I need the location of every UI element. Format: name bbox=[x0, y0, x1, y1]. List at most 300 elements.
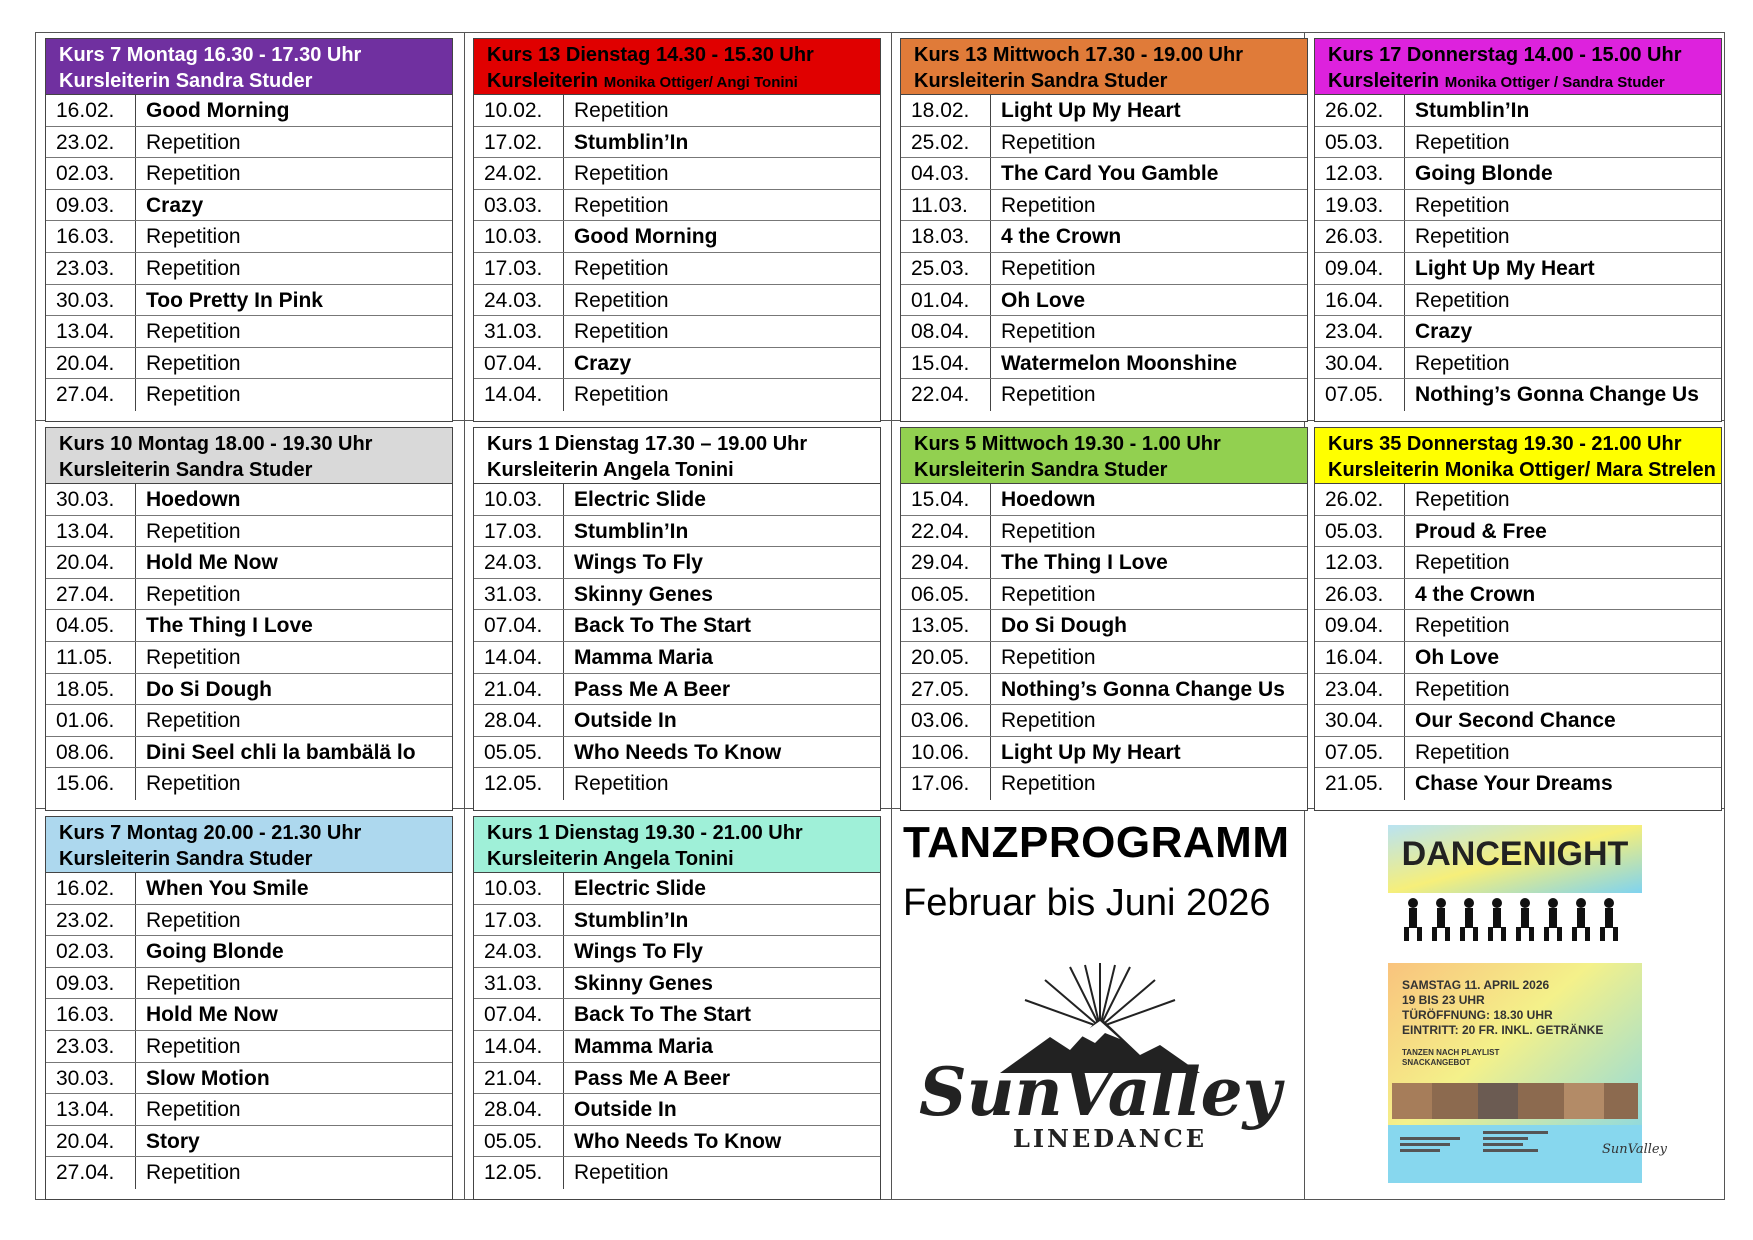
lesson-song: Good Morning bbox=[574, 225, 718, 249]
lesson-date: 15.06. bbox=[46, 768, 136, 800]
lesson-song: Slow Motion bbox=[146, 1066, 270, 1090]
table-row bbox=[901, 190, 1307, 222]
table-row bbox=[46, 705, 452, 737]
lesson-song: Story bbox=[146, 1129, 200, 1153]
lesson-date: 21.05. bbox=[1315, 768, 1405, 800]
table-row bbox=[46, 1031, 452, 1063]
course-leader-names: Monika Ottiger/ Angi Tonini bbox=[603, 74, 798, 91]
lesson-song: Repetition bbox=[1001, 320, 1096, 344]
table-row bbox=[46, 610, 452, 642]
table-row bbox=[901, 484, 1307, 516]
table-row bbox=[474, 1031, 880, 1063]
table-row bbox=[901, 253, 1307, 285]
lesson-date: 24.03. bbox=[474, 547, 564, 578]
poster-entry: EINTRITT: 20 FR. INKL. GETRÄNKE bbox=[1402, 1023, 1604, 1037]
table-row bbox=[901, 285, 1307, 317]
lesson-song: Repetition bbox=[146, 351, 241, 375]
table-row bbox=[1315, 190, 1721, 222]
lesson-song: Repetition bbox=[1415, 677, 1510, 701]
lesson-song: Repetition bbox=[1415, 225, 1510, 249]
table-row bbox=[1315, 579, 1721, 611]
course-leader-label: Kursleiterin Monika Ottiger/ Mara Strelen bbox=[1328, 459, 1716, 481]
lesson-song: When You Smile bbox=[146, 877, 309, 900]
lesson-date: 07.05. bbox=[1315, 379, 1405, 411]
lesson-song: Repetition bbox=[146, 1098, 241, 1122]
course-leader bbox=[59, 846, 452, 874]
course-title: Kurs 1 Dienstag 19.30 - 21.00 Uhr bbox=[487, 822, 803, 844]
lesson-song: Repetition bbox=[1001, 519, 1096, 543]
table-row bbox=[474, 768, 880, 800]
lesson-date: 11.03. bbox=[901, 190, 991, 221]
table-row bbox=[474, 737, 880, 769]
lesson-date: 11.05. bbox=[46, 642, 136, 673]
course-header bbox=[46, 428, 452, 484]
table-row bbox=[1315, 516, 1721, 548]
table-row bbox=[1315, 95, 1721, 127]
lesson-date: 24.03. bbox=[474, 285, 564, 316]
table-row bbox=[1315, 674, 1721, 706]
course-leader bbox=[1328, 457, 1721, 485]
lesson-song: Repetition bbox=[146, 519, 241, 543]
course-leader bbox=[487, 846, 880, 874]
course-header bbox=[901, 39, 1307, 95]
lesson-date: 28.04. bbox=[474, 1094, 564, 1125]
table-row bbox=[474, 285, 880, 317]
lesson-song: Repetition bbox=[1001, 645, 1096, 669]
table-row bbox=[474, 379, 880, 411]
table-row bbox=[901, 737, 1307, 769]
lesson-date: 16.04. bbox=[1315, 642, 1405, 673]
course-leader bbox=[914, 68, 1307, 96]
table-row bbox=[46, 999, 452, 1031]
lesson-song: Proud & Free bbox=[1415, 519, 1547, 543]
lesson-song: Good Morning bbox=[146, 99, 290, 122]
poster-doors: TÜRÖFFNUNG: 18.30 UHR bbox=[1402, 1008, 1553, 1022]
table-row bbox=[46, 348, 452, 380]
lesson-date: 12.05. bbox=[474, 768, 564, 800]
lesson-date: 04.05. bbox=[46, 610, 136, 641]
lesson-date: 06.05. bbox=[901, 579, 991, 610]
course-title: Kurs 17 Donnerstag 14.00 - 15.00 Uhr bbox=[1328, 44, 1682, 66]
lesson-song: Repetition bbox=[574, 320, 669, 344]
lesson-song: Wings To Fly bbox=[574, 940, 703, 964]
table-row bbox=[46, 737, 452, 769]
lesson-date: 21.04. bbox=[474, 674, 564, 705]
course-title: Kurs 7 Montag 16.30 - 17.30 Uhr bbox=[59, 44, 362, 66]
lesson-date: 16.02. bbox=[46, 873, 136, 904]
table-row bbox=[46, 484, 452, 516]
table-row bbox=[1315, 737, 1721, 769]
lesson-date: 12.05. bbox=[474, 1157, 564, 1189]
lesson-date: 18.05. bbox=[46, 674, 136, 705]
lesson-date: 16.03. bbox=[46, 999, 136, 1030]
lesson-song: Repetition bbox=[146, 709, 241, 733]
sunvalley-logo bbox=[918, 955, 1282, 1155]
lesson-date: 13.04. bbox=[46, 516, 136, 547]
lesson-date: 23.02. bbox=[46, 127, 136, 158]
table-row bbox=[901, 379, 1307, 411]
course-leader bbox=[487, 457, 880, 485]
lesson-date: 26.02. bbox=[1315, 95, 1405, 126]
lesson-date: 30.03. bbox=[46, 1063, 136, 1094]
lesson-date: 27.04. bbox=[46, 579, 136, 610]
lesson-date: 14.04. bbox=[474, 379, 564, 411]
table-row bbox=[901, 348, 1307, 380]
table-row bbox=[474, 316, 880, 348]
lesson-date: 05.03. bbox=[1315, 127, 1405, 158]
lesson-date: 05.03. bbox=[1315, 516, 1405, 547]
lesson-song: Back To The Start bbox=[574, 614, 751, 638]
lesson-date: 27.04. bbox=[46, 1157, 136, 1189]
lesson-song: Oh Love bbox=[1415, 645, 1500, 669]
course-title: Kurs 10 Montag 18.00 - 19.30 Uhr bbox=[59, 433, 373, 455]
course-header bbox=[46, 39, 452, 95]
table-row bbox=[46, 1157, 452, 1189]
lesson-date: 10.02. bbox=[474, 95, 564, 126]
lesson-date: 07.05. bbox=[1315, 737, 1405, 768]
lesson-date: 17.02. bbox=[474, 127, 564, 158]
lesson-song: Skinny Genes bbox=[574, 582, 713, 606]
lesson-song: Crazy bbox=[574, 351, 632, 375]
table-row bbox=[46, 516, 452, 548]
table-row bbox=[1315, 285, 1721, 317]
course-table bbox=[1314, 38, 1722, 422]
lesson-song: Repetition bbox=[574, 193, 669, 217]
lesson-date: 09.03. bbox=[46, 968, 136, 999]
table-row bbox=[474, 936, 880, 968]
lesson-song: Repetition bbox=[1001, 772, 1096, 796]
lesson-song: Dini Seel chli la bambälä lo bbox=[146, 740, 416, 764]
course-title: Kurs 1 Dienstag 17.30 – 19.00 Uhr bbox=[487, 433, 808, 455]
lesson-song: Wings To Fly bbox=[574, 551, 703, 575]
table-row bbox=[474, 610, 880, 642]
table-row bbox=[901, 705, 1307, 737]
lesson-date: 23.03. bbox=[46, 1031, 136, 1062]
lesson-date: 20.05. bbox=[901, 642, 991, 673]
lesson-date: 30.04. bbox=[1315, 705, 1405, 736]
dancenight-poster bbox=[1388, 825, 1667, 1183]
table-row bbox=[46, 127, 452, 159]
lesson-song: Stumblin’In bbox=[574, 908, 689, 932]
lesson-song: Repetition bbox=[574, 772, 669, 796]
lesson-date: 02.03. bbox=[46, 158, 136, 189]
course-leader-label: Kursleiterin Sandra Studer bbox=[914, 459, 1168, 481]
lesson-song: Do Si Dough bbox=[1001, 614, 1127, 638]
poster-note: SNACKANGEBOT bbox=[1402, 1058, 1471, 1067]
lesson-date: 22.04. bbox=[901, 516, 991, 547]
lesson-date: 08.04. bbox=[901, 316, 991, 347]
course-leader-label: Kursleiterin Sandra Studer bbox=[914, 70, 1168, 92]
table-row bbox=[1315, 253, 1721, 285]
table-row bbox=[46, 285, 452, 317]
lesson-date: 02.03. bbox=[46, 936, 136, 967]
course-title: Kurs 13 Mittwoch 17.30 - 19.00 Uhr bbox=[914, 44, 1244, 66]
table-row bbox=[901, 768, 1307, 800]
table-row bbox=[46, 768, 452, 800]
lesson-song: Repetition bbox=[146, 383, 241, 407]
lesson-song: Our Second Chance bbox=[1415, 709, 1616, 733]
lesson-song: Hoedown bbox=[146, 488, 241, 511]
lesson-song: Going Blonde bbox=[1415, 162, 1553, 186]
poster-date: SAMSTAG 11. APRIL 2026 bbox=[1402, 978, 1550, 992]
lesson-date: 28.04. bbox=[474, 705, 564, 736]
lesson-date: 25.03. bbox=[901, 253, 991, 284]
lesson-song: Hold Me Now bbox=[146, 1003, 278, 1027]
table-row bbox=[46, 968, 452, 1000]
course-table bbox=[473, 427, 881, 811]
lesson-song: Watermelon Moonshine bbox=[1001, 351, 1238, 375]
course-leader bbox=[914, 457, 1307, 485]
table-row bbox=[474, 158, 880, 190]
table-row bbox=[474, 674, 880, 706]
lesson-song: Nothing’s Gonna Change Us bbox=[1415, 383, 1699, 407]
lesson-date: 25.02. bbox=[901, 127, 991, 158]
lesson-date: 27.05. bbox=[901, 674, 991, 705]
table-row bbox=[1315, 484, 1721, 516]
table-row bbox=[474, 190, 880, 222]
table-row bbox=[474, 127, 880, 159]
table-row bbox=[474, 579, 880, 611]
course-table bbox=[45, 816, 453, 1200]
logo-wordmark: SunValley bbox=[918, 1053, 1282, 1131]
lesson-song: Repetition bbox=[146, 320, 241, 344]
table-row bbox=[46, 674, 452, 706]
page-subtitle: Februar bis Juni 2026 bbox=[903, 882, 1271, 924]
lesson-date: 16.03. bbox=[46, 221, 136, 252]
lesson-song: Repetition bbox=[1415, 193, 1510, 217]
table-row bbox=[1315, 379, 1721, 411]
lesson-date: 19.03. bbox=[1315, 190, 1405, 221]
course-leader-label: Kursleiterin bbox=[1328, 70, 1445, 92]
page-title: TANZPROGRAMM bbox=[903, 818, 1290, 867]
table-row bbox=[901, 547, 1307, 579]
lesson-song: Mamma Maria bbox=[574, 1034, 713, 1058]
lesson-song: Repetition bbox=[1415, 288, 1510, 312]
lesson-date: 22.04. bbox=[901, 379, 991, 411]
lesson-song: Repetition bbox=[1415, 351, 1510, 375]
lesson-date: 16.02. bbox=[46, 95, 136, 126]
lesson-date: 31.03. bbox=[474, 316, 564, 347]
lesson-date: 26.03. bbox=[1315, 221, 1405, 252]
lesson-song: Repetition bbox=[146, 645, 241, 669]
lesson-date: 05.05. bbox=[474, 1126, 564, 1157]
course-leader-label: Kursleiterin Sandra Studer bbox=[59, 70, 313, 92]
table-row bbox=[474, 642, 880, 674]
lesson-date: 14.04. bbox=[474, 642, 564, 673]
lesson-date: 30.03. bbox=[46, 285, 136, 316]
lesson-song: Skinny Genes bbox=[574, 971, 713, 995]
table-row bbox=[474, 999, 880, 1031]
table-row bbox=[474, 516, 880, 548]
lesson-song: Repetition bbox=[146, 1034, 241, 1058]
table-row bbox=[46, 221, 452, 253]
lesson-song: Repetition bbox=[1415, 551, 1510, 575]
lesson-song: Mamma Maria bbox=[574, 645, 713, 669]
course-header bbox=[474, 39, 880, 95]
lesson-date: 23.04. bbox=[1315, 674, 1405, 705]
table-row bbox=[46, 95, 452, 127]
table-row bbox=[1315, 158, 1721, 190]
lesson-song: Light Up My Heart bbox=[1001, 740, 1181, 764]
course-title: Kurs 5 Mittwoch 19.30 - 1.00 Uhr bbox=[914, 433, 1221, 455]
lesson-song: Stumblin’In bbox=[574, 130, 689, 154]
course-leader bbox=[487, 68, 880, 96]
table-row bbox=[46, 547, 452, 579]
lesson-date: 10.03. bbox=[474, 221, 564, 252]
lesson-date: 12.03. bbox=[1315, 547, 1405, 578]
lesson-song: Stumblin’In bbox=[574, 519, 689, 543]
lesson-song: Repetition bbox=[146, 130, 241, 154]
lesson-song: Repetition bbox=[1001, 709, 1096, 733]
table-row bbox=[901, 316, 1307, 348]
course-table bbox=[900, 38, 1308, 422]
lesson-song: Repetition bbox=[574, 162, 669, 186]
course-table bbox=[473, 816, 881, 1200]
table-row bbox=[474, 547, 880, 579]
lesson-song: Repetition bbox=[1415, 130, 1510, 154]
lesson-date: 09.04. bbox=[1315, 253, 1405, 284]
lesson-song: Repetition bbox=[146, 971, 241, 995]
lesson-date: 10.06. bbox=[901, 737, 991, 768]
table-row bbox=[46, 1094, 452, 1126]
course-leader-label: Kursleiterin bbox=[487, 70, 604, 92]
lesson-date: 10.03. bbox=[474, 873, 564, 904]
lesson-song: Repetition bbox=[1001, 256, 1096, 280]
lesson-date: 17.03. bbox=[474, 516, 564, 547]
table-row bbox=[46, 316, 452, 348]
logo-subtitle: LINEDANCE bbox=[1012, 1124, 1208, 1153]
lesson-song: Repetition bbox=[146, 772, 241, 796]
lesson-date: 17.03. bbox=[474, 253, 564, 284]
course-leader-label: Kursleiterin Sandra Studer bbox=[59, 459, 313, 481]
course-leader-label: Kursleiterin Sandra Studer bbox=[59, 848, 313, 870]
lesson-date: 31.03. bbox=[474, 579, 564, 610]
lesson-song: Repetition bbox=[146, 225, 241, 249]
lesson-song: Repetition bbox=[1415, 614, 1510, 638]
lesson-song: Pass Me A Beer bbox=[574, 1066, 731, 1090]
table-row bbox=[46, 190, 452, 222]
lesson-date: 20.04. bbox=[46, 1126, 136, 1157]
table-row bbox=[1315, 642, 1721, 674]
lesson-date: 15.04. bbox=[901, 484, 991, 515]
course-header bbox=[474, 428, 880, 484]
lesson-date: 21.04. bbox=[474, 1063, 564, 1094]
table-row bbox=[1315, 127, 1721, 159]
lesson-date: 09.04. bbox=[1315, 610, 1405, 641]
course-table bbox=[45, 427, 453, 811]
course-header bbox=[46, 817, 452, 873]
lesson-song: Repetition bbox=[574, 99, 669, 122]
lesson-song: Who Needs To Know bbox=[574, 740, 782, 764]
table-row bbox=[474, 484, 880, 516]
table-row bbox=[474, 221, 880, 253]
course-table bbox=[45, 38, 453, 422]
course-leader bbox=[59, 68, 452, 96]
lesson-song: Electric Slide bbox=[574, 877, 706, 900]
course-leader bbox=[1328, 68, 1721, 96]
lesson-song: Outside In bbox=[574, 709, 677, 733]
table-row bbox=[474, 1126, 880, 1158]
table-row bbox=[46, 158, 452, 190]
table-row bbox=[474, 873, 880, 905]
table-row bbox=[46, 1126, 452, 1158]
lesson-date: 24.02. bbox=[474, 158, 564, 189]
lesson-song: Repetition bbox=[574, 383, 669, 407]
lesson-date: 26.02. bbox=[1315, 484, 1405, 515]
table-row bbox=[901, 127, 1307, 159]
grid-divider bbox=[891, 32, 892, 1200]
lesson-date: 31.03. bbox=[474, 968, 564, 999]
table-row bbox=[1315, 547, 1721, 579]
lesson-song: Repetition bbox=[574, 256, 669, 280]
lesson-date: 14.04. bbox=[474, 1031, 564, 1062]
lesson-song: Light Up My Heart bbox=[1415, 256, 1595, 280]
lesson-date: 13.04. bbox=[46, 1094, 136, 1125]
table-row bbox=[901, 610, 1307, 642]
table-row bbox=[46, 379, 452, 411]
lesson-song: Repetition bbox=[574, 288, 669, 312]
course-table bbox=[1314, 427, 1722, 811]
course-header bbox=[1315, 39, 1721, 95]
table-row bbox=[474, 1094, 880, 1126]
table-row bbox=[901, 158, 1307, 190]
lesson-date: 16.04. bbox=[1315, 285, 1405, 316]
lesson-date: 09.03. bbox=[46, 190, 136, 221]
course-header bbox=[474, 817, 880, 873]
lesson-date: 10.03. bbox=[474, 484, 564, 515]
lesson-date: 07.04. bbox=[474, 348, 564, 379]
lesson-date: 26.03. bbox=[1315, 579, 1405, 610]
table-row bbox=[474, 1063, 880, 1095]
lesson-date: 30.03. bbox=[46, 484, 136, 515]
lesson-date: 01.06. bbox=[46, 705, 136, 736]
lesson-song: Crazy bbox=[146, 193, 204, 217]
lesson-song: Hoedown bbox=[1001, 488, 1096, 511]
lesson-song: Who Needs To Know bbox=[574, 1129, 782, 1153]
table-row bbox=[901, 95, 1307, 127]
lesson-date: 13.04. bbox=[46, 316, 136, 347]
lesson-song: Pass Me A Beer bbox=[574, 677, 731, 701]
lesson-song: Do Si Dough bbox=[146, 677, 272, 701]
lesson-song: 4 the Crown bbox=[1415, 582, 1536, 606]
lesson-date: 04.03. bbox=[901, 158, 991, 189]
lesson-song: 4 the Crown bbox=[1001, 225, 1122, 249]
table-row bbox=[474, 253, 880, 285]
table-row bbox=[1315, 768, 1721, 800]
table-row bbox=[474, 1157, 880, 1189]
lesson-date: 17.03. bbox=[474, 905, 564, 936]
table-row bbox=[1315, 221, 1721, 253]
table-row bbox=[1315, 348, 1721, 380]
poster-logo: SunValley bbox=[1602, 1142, 1667, 1157]
lesson-date: 24.03. bbox=[474, 936, 564, 967]
lesson-song: Too Pretty In Pink bbox=[146, 288, 323, 312]
course-header bbox=[1315, 428, 1721, 484]
lesson-song: Repetition bbox=[1001, 582, 1096, 606]
lesson-date: 30.04. bbox=[1315, 348, 1405, 379]
lesson-date: 07.04. bbox=[474, 610, 564, 641]
lesson-date: 08.06. bbox=[46, 737, 136, 768]
lesson-song: Back To The Start bbox=[574, 1003, 751, 1027]
course-table bbox=[900, 427, 1308, 811]
lesson-song: The Thing I Love bbox=[1001, 551, 1168, 575]
course-leader-label: Kursleiterin Angela Tonini bbox=[487, 848, 734, 870]
lesson-song: Repetition bbox=[146, 908, 241, 932]
course-header bbox=[901, 428, 1307, 484]
table-row bbox=[46, 253, 452, 285]
lesson-song: Repetition bbox=[1001, 383, 1096, 407]
table-row bbox=[46, 873, 452, 905]
